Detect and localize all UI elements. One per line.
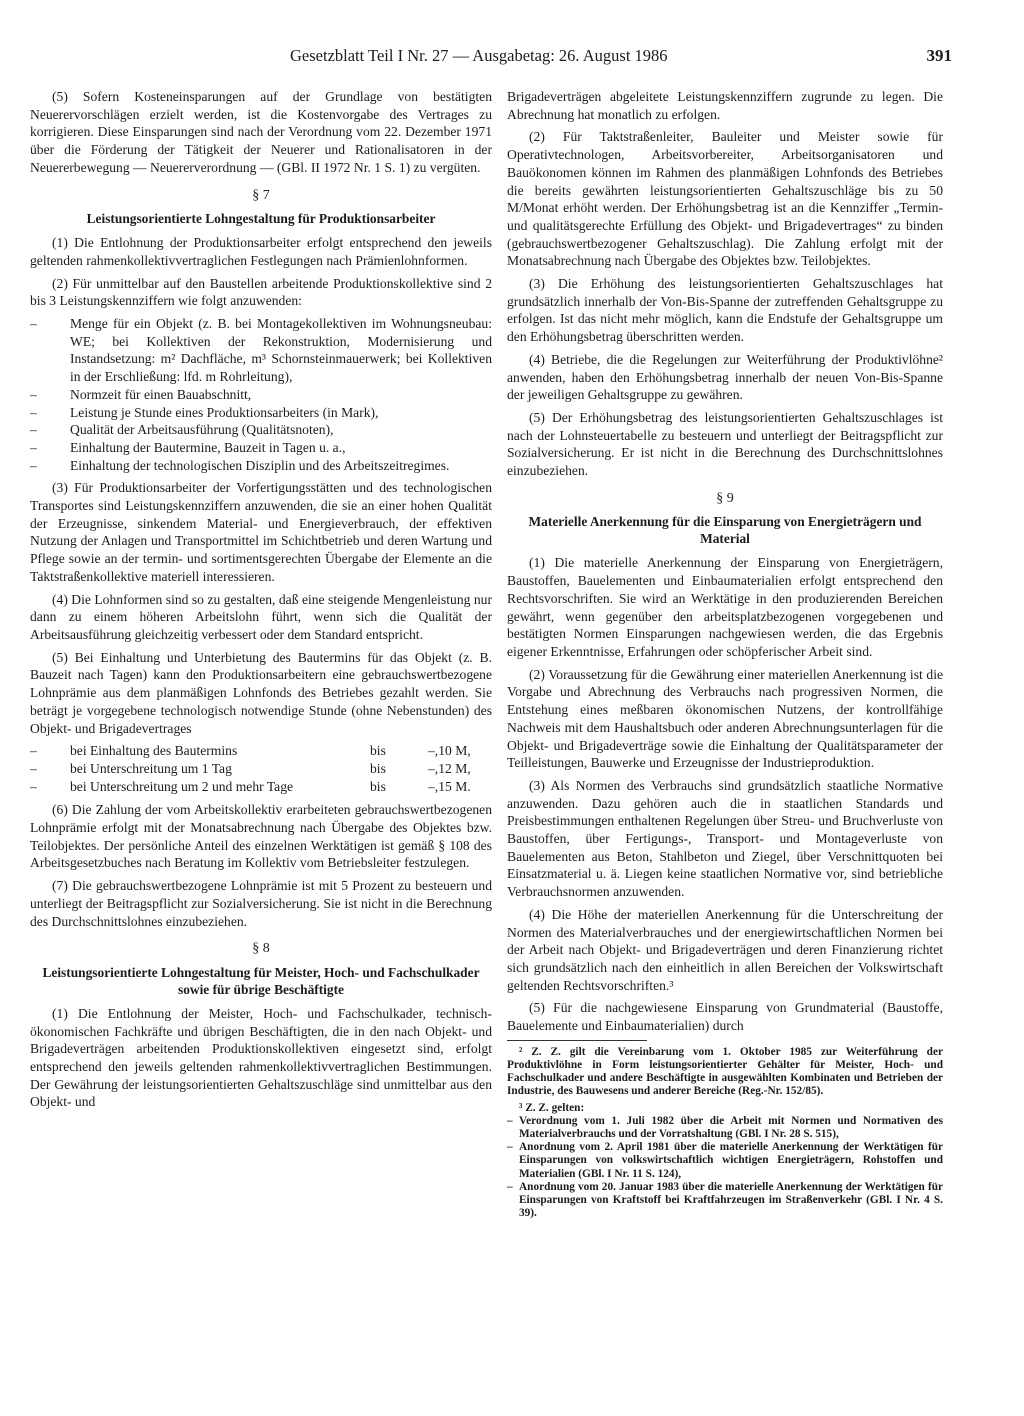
rate-amount: –,10 M, <box>428 743 471 759</box>
paragraph: (4) Die Lohnformen sind so zu gestalten, daß eine steigende Mengenleistung nur dann zu einem höheren Arbeitslohn führt, wenn sich die Qualität der Arbeitsausführung gleichzeitig verbessert oder dem Standard entspricht. <box>30 591 492 642</box>
paragraph: (6) Die Zahlung der vom Arbeitskollektiv erarbeiteten gebrauchswertbezogenen Lohnprämie erfolgt mit der Monatsabrechnung nach Übergabe des Objektes bzw. Teilobjektes. Der persönliche Anteil des einzelnen Werktätigen ist gemäß § 108 des Arbeitsgesetzbuches nach Beratung im Kollektiv vom Betriebsleiter festzulegen. <box>30 802 492 871</box>
section-number: § 9 <box>716 490 734 506</box>
paragraph: (5) Bei Einhaltung und Unterbietung des Bautermins für das Objekt (z. B. Bauzeit nach Tagen) kann den Produktionsarbeitern eine gebrauchswertbezogene Lohnprämie aus dem planmäßigen Lohnfonds des Betriebes gezahlt werden. Sie beträgt je vorgegebene technologisch notwendige Stunde (ohne Nebenstunden) des Objekt- und Brigadevertrages <box>30 649 492 736</box>
paragraph: (1) Die Entlohnung der Meister, Hoch- und Fachschulkader, technisch-ökonomischen Fachkräfte und übrigen Beschäftigten, die in den nach Objekt- und Brigadeverträgen arbeitenden Produktionskollektiven eingesetzt sind, erfolgt entsprechend den jeweils geltenden rahmenkollektivvertraglichen Bestimmungen. Der Gewährung der leistungsorientierten Gehaltszuschläge sind unmittelbar aus den Objekt- und <box>30 1005 492 1110</box>
rate-label: – bei Unterschreitung um 1 Tag <box>30 760 370 778</box>
right-column <box>507 88 943 1225</box>
rate-bis: bis <box>370 743 386 759</box>
paragraph: (3) Die Erhöhung des leistungsorientierten Gehaltszuschlages hat grundsätzlich innerhalb der Von-Bis-Spanne der zutreffenden Gehaltsgruppe zu erfolgen. Ist das nicht mehr möglich, kann die Endstufe der Gehaltsgruppe um den Erhöhungsbetrag überschritten werden. <box>507 276 943 345</box>
paragraph: (4) Betriebe, die die Regelungen zur Weiterführung der Produktivlöhne² anwenden, haben den Erhöhungsbetrag innerhalb der neuen Von-Bis-Spanne der jeweiligen Gehaltsgruppe zu gewähren. <box>507 351 943 403</box>
footnote-item: – Verordnung vom 1. Juli 1982 über die Arbeit mit Normen und Normativen des Materialverbrauchs und der Vorratshaltung (GBl. I Nr. 28 S. 515), <box>507 1115 943 1141</box>
paragraph: (7) Die gebrauchswertbezogene Lohnprämie ist mit 5 Prozent zu besteuern und unterliegt der Beitragspflicht zur Sozialversicherung. Sie ist nicht in die Berechnung des Durchschnittslohnes einzubeziehen. <box>30 878 492 929</box>
section-title: Leistungsorientierte Lohngestaltung für Meister, Hoch- und Fachschulkader sowie für übrige Beschäftigte <box>42 964 480 997</box>
rate-row <box>30 760 492 778</box>
rate-bis: bis <box>370 760 386 776</box>
footnotes <box>507 1046 943 1221</box>
rate-row <box>30 742 492 760</box>
list-item: – Einhaltung der technologischen Disziplin und des Arbeitszeitregimes. <box>30 457 492 475</box>
header-title: Gesetzblatt Teil I Nr. 27 — Ausgabetag: 26. August 1986 <box>290 46 668 65</box>
list-item: – Normzeit für einen Bauabschnitt, <box>30 386 492 404</box>
rate-amount: –,12 M, <box>428 760 471 776</box>
section-number: § 7 <box>252 187 270 203</box>
rate-label: – bei Unterschreitung um 2 und mehr Tage <box>30 778 370 796</box>
footnote-3-heading: ³ Z. Z. gelten: <box>519 1101 585 1114</box>
section-title: Materielle Anerkennung für die Einsparung von Energieträgern und Material <box>528 514 922 547</box>
left-column <box>30 88 492 1116</box>
paragraph: (2) Für Taktstraßenleiter, Bauleiter und Meister sowie für Operativtechnologen, Arbeitsvorbereiter, Arbeitsorganisatoren und Bauökonomen können im Rahmen des planmäßigen Lohnfonds des Betriebes die bereits gewährten leistungsorientierten Gehaltszuschläge bis zu 50 M/Monat erhöht werden. Der Erhöhungsbetrag ist an die Kennziffer „Termin- und qualitätsgerechte Erfüllung des Objekt- und Brigadevertrages“ zu binden (gebrauchswertbezogener Gehaltszuschlag). Die Zahlung erfolgt mit der Monatsabrechnung nach Übergabe des Objektes bzw. Teilobjektes. <box>507 129 943 269</box>
paragraph: (3) Für Produktionsarbeiter der Vorfertigungsstätten und des technologischen Transportes sind Leistungskennziffern anzuwenden, die sie an einer hohen Qualität der Erzeugnisse, sinkendem Material- und Energieverbrauch, der effektiven Nutzung der Anlagen und Transportmittel im Schichtbetrieb und deren Wartung und Pflege sowie an der termin- und sortimentsgerechten Übergabe der Elemente an die Taktstraßenkollektive materiell interessieren. <box>30 480 492 584</box>
section-title: Leistungsorientierte Lohngestaltung für Produktionsarbeiter <box>86 211 436 227</box>
paragraph: (3) Als Normen des Verbrauchs sind grundsätzlich staatliche Normative anzuwenden. Dazu gehören auch die in staatlichen Standards und Preisbestimmungen enthaltenen Regelungen über Streu- und Bruchverluste von Baustoffen, über Fertigungs-, Transport- und Montageverluste von Bauelementen aus Beton, Stahlbeton und Ziegel, über Verschnittquoten bei Einsatzmaterial u. ä. Liegen keine staatlichen Normative vor, sind betriebliche Verbrauchsnormen anzuwenden. <box>507 777 943 900</box>
footnote-item: – Anordnung vom 2. April 1981 über die materielle Anerkennung der Werktätigen für Einsparungen von volkswirtschaftlich wichtigen Energieträgern, Rohstoffen und Materialien (GBl. I Nr. 11 S. 124), <box>507 1141 943 1181</box>
section-number: § 8 <box>252 941 270 957</box>
paragraph-s6-5: (5) Sofern Kosteneinsparungen auf der Grundlage von bestätigten Neuerervorschlägen erzielt werden, ist die Kostenvorgabe des Vertrages zu korrigieren. Diese Einsparungen sind nach der Verordnung vom 22. Dezember 1971 über die Förderung der Tätigkeit der Neuerer und Rationalisatoren in der Neuererbewegung — Neuererverordnung — (GBl. II 1972 Nr. 1 S. 1) zu vergüten. <box>30 89 492 175</box>
paragraph-continued: Brigadeverträgen abgeleitete Leistungskennziffern zugrunde zu legen. Die Abrechnung hat monatlich zu erfolgen. <box>507 89 943 122</box>
list-item: – Einhaltung der Bautermine, Bauzeit in Tagen u. a., <box>30 439 492 457</box>
paragraph: (1) Die materielle Anerkennung der Einsparung von Energieträgern, Baustoffen, Bauelementen und Einbaumaterialien erfolgt entsprechend den Rechtsvorschriften. Sie wird an Werktätige in den produzierenden Bereichen gewährt, wenn gegenüber den arbeitsplatzbezogenen vorgegebenen und bestätigten Normen Einsparungen nachgewiesen werden, die das Ergebnis eigener Erkenntnisse, Erfahrungen oder schöpferischer Arbeit sind. <box>507 555 943 659</box>
rate-row <box>30 778 492 796</box>
list-item: – Leistung je Stunde eines Produktionsarbeiters (in Mark), <box>30 404 492 422</box>
paragraph: (5) Der Erhöhungsbetrag des leistungsorientierten Gehaltszuschlages ist nach der Lohnsteuertabelle zu besteuern und unterliegt der Beitragspflicht zur Sozialversicherung. Er ist nicht in die Berechnung des Durchschnittslohnes einzubeziehen. <box>507 409 943 479</box>
footnote-3-list <box>507 1115 943 1221</box>
paragraph: (4) Die Höhe der materiellen Anerkennung für die Unterschreitung der Normen des Materialverbrauches und der energiewirtschaftlichen Normen bei der Arbeit nach Objekt- und Brigadeverträgen und deren Finanzierung richtet sich grundsätzlich nach den einheitlich in allen Bereichen der Volkswirtschaft geltenden Rechtsvorschriften.³ <box>507 906 943 993</box>
footnote-2: ² Z. Z. gilt die Vereinbarung vom 1. Oktober 1985 zur Weiterführung der Produktivlöhne in Form leistungsorientierter Gehälter für Meister, Hoch- und Fachschulkader und andere Beschäftigte in ausgewählten Kombinaten und Betrieben der Industrie, des Bauwesens und anderer Bereiche (Reg.-Nr. 152/85). <box>507 1045 943 1098</box>
footnote-divider <box>507 1040 647 1041</box>
paragraph: (2) Voraussetzung für die Gewährung einer materiellen Anerkennung ist die Vorgabe und Abrechnung des Verbrauchs nach progressiven Normen, die Entstehung eines meßbaren ökonomischen Nutzens, der kontrollfähige Nachweis mit dem Haushaltsbuch oder anderen Abrechnungsunterlagen für die Objekt- und Brigadeverträge sowie die Einhaltung der Qualitätsparameter der Teilleistungen, Bauwerke und Erzeugnisse der Industrieproduktion. <box>507 666 943 771</box>
page-number: 391 <box>926 46 952 65</box>
rate-amount: –,15 M. <box>428 778 471 794</box>
premium-rate-list <box>30 742 492 795</box>
rate-label: – bei Einhaltung des Bautermins <box>30 742 370 760</box>
list-item: – Menge für ein Objekt (z. B. bei Montagekollektiven im Wohnungsneubau: WE; bei Kollektiven der Rekonstruktion, Modernisierung und Instandsetzung: m² Dachfläche, m³ Schornsteinmauerwerk; bei Kollektiven in der Erschließung: lfd. m Rohrleitung), <box>30 315 492 386</box>
rate-bis: bis <box>370 778 386 794</box>
paragraph: (5) Für die nachgewiesene Einsparung von Grundmaterial (Baustoffe, Bauelemente und Einbaumaterialien) durch <box>507 1000 943 1034</box>
footnote-item: – Anordnung vom 20. Januar 1983 über die materielle Anerkennung der Werktätigen für Einsparungen von Kraftstoff bei Kraftfahrzeugen im Straßenverkehr (GBl. I Nr. 4 S. 39). <box>507 1181 943 1221</box>
paragraph: (2) Für unmittelbar auf den Baustellen arbeitende Produktionskollektive sind 2 bis 3 Leistungskennziffern wie folgt anzuwenden: <box>30 275 492 309</box>
list-item: – Qualität der Arbeitsausführung (Qualitätsnoten), <box>30 421 492 439</box>
page-header <box>62 46 952 72</box>
paragraph: (1) Die Entlohnung der Produktionsarbeiter erfolgt entsprechend den jeweils geltenden rahmenkollektivvertraglichen Festlegungen nach Prämienlohnformen. <box>30 235 492 268</box>
indicator-list <box>30 315 492 474</box>
